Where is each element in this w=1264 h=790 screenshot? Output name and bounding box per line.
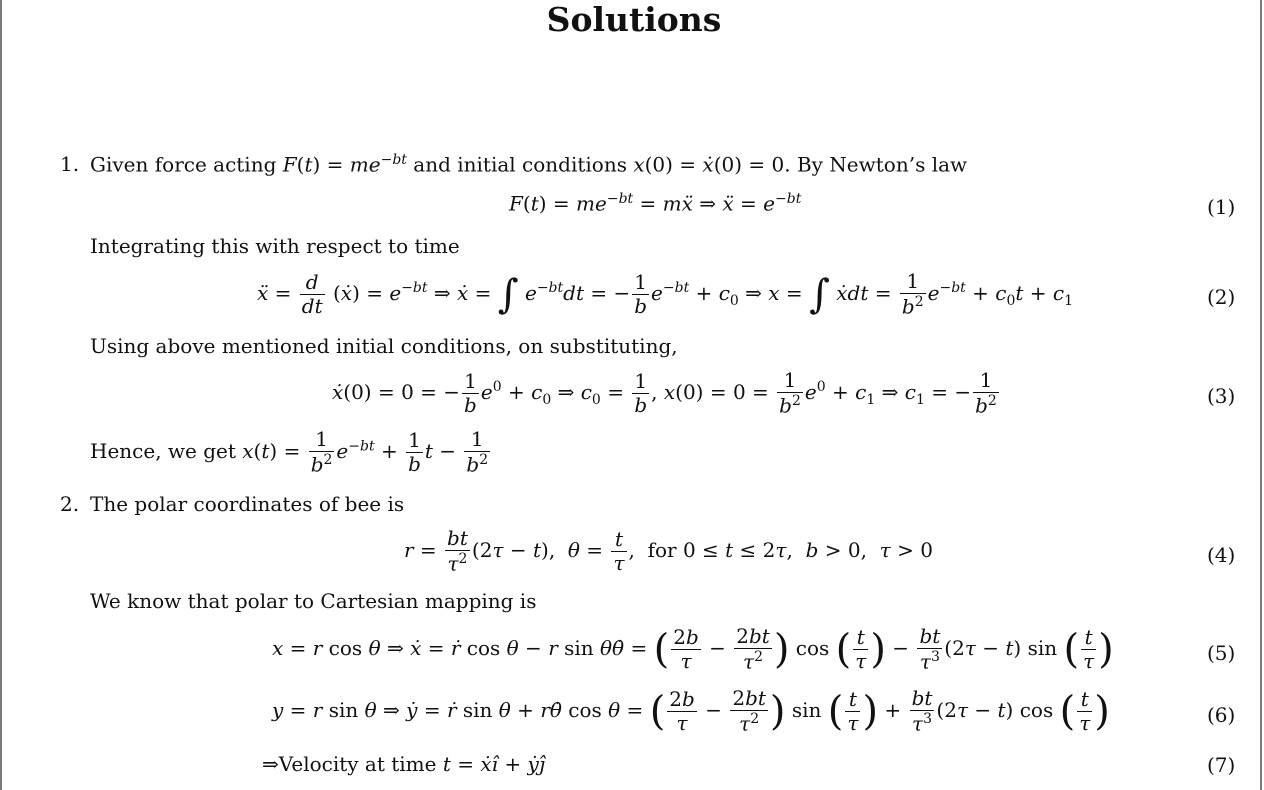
- page-title: Solutions: [546, 0, 722, 39]
- item-2-number: 2.: [60, 492, 80, 516]
- equation-3-number: (3): [1207, 384, 1236, 408]
- equation-7-number: (7): [1207, 753, 1236, 777]
- item-2-intro: The polar coordinates of bee is: [90, 492, 405, 516]
- equation-1-number: (1): [1207, 195, 1236, 219]
- equation-4: r = $\frac{bt}{\tau^2}$ (2τ − t), θ = $\frac{t}{\tau}$ , for 0 ≤ t ≤ 2τ, b > 0, τ > 0: [404, 526, 933, 576]
- result-equation: x(t) = $\frac{1}{b^2}$ $e^{-bt}$ + $\frac{1}{b}$ t − $\frac{1}{b^2}$: [242, 427, 489, 477]
- velocity-line: ⇒Velocity at time t = ẋî + ẏĵ: [262, 752, 546, 776]
- result-line: [90, 428, 492, 477]
- equation-2-number: (2): [1207, 285, 1236, 309]
- equation-5: x = r cos θ ⇒ ẋ = ṙ cos θ − r sin θθ̇ = ( $\frac{2b}{\tau}$ − $\frac{2bt}{\tau^2}$ ) cos ( $\frac{t}{\tau}$ ) − $\frac{bt}{\tau^3}$ (2τ − t) sin ( $\frac{t}{\tau}$ ): [272, 624, 1114, 674]
- integrating-text: Integrating this with respect to time: [90, 234, 460, 258]
- item-1-number: 1.: [60, 152, 80, 176]
- substitution-text: Using above mentioned initial conditions, on substituting,: [90, 334, 678, 358]
- result-prefix: Hence, we get: [90, 438, 236, 463]
- equation-6: y = r sin θ ⇒ ẏ = ṙ sin θ + rθ̇ cos θ = ( $\frac{2b}{\tau}$ − $\frac{2bt}{\tau^2}$ ) sin ( $\frac{t}{\tau}$ ) + $\frac{bt}{\tau^3}$ (2τ − t) cos ( $\frac{t}{\tau}$ ): [272, 686, 1110, 736]
- equation-2: ẍ = $\frac{d}{dt}$ (ẋ) = $e^{-bt}$ ⇒ ẋ = ∫ $e^{-bt}dt$ = − $\frac{1}{b}$ $e^{-bt} + c_0$ ⇒ x = ∫ ẋdt = $\frac{1}{b^2}$ $e^{-bt} + c_0t + c_1$: [257, 269, 1074, 319]
- equation-1: $F(t) = me^{-bt}$ = mẍ ⇒ ẍ = $e^{-bt}$: [509, 191, 802, 216]
- mapping-text: We know that polar to Cartesian mapping is: [90, 589, 537, 613]
- item-1-intro: Given force acting $F(t) = me^{-bt}$ and initial conditions x(0) = ẋ(0) = 0. By Newton’s law: [90, 152, 968, 177]
- equation-3: ẋ(0) = 0 = − $\frac{1}{b}$ $e^0 + c_0$ ⇒ $c_0$ = $\frac{1}{b}$ , x(0) = 0 = $\frac{1}{b^2}$ $e^0 + c_1$ ⇒ $c_1$ = − $\frac{1}{b^2}$: [332, 368, 997, 418]
- equation-6-number: (6): [1207, 703, 1236, 727]
- equation-5-number: (5): [1207, 641, 1236, 665]
- equation-4-number: (4): [1207, 543, 1236, 567]
